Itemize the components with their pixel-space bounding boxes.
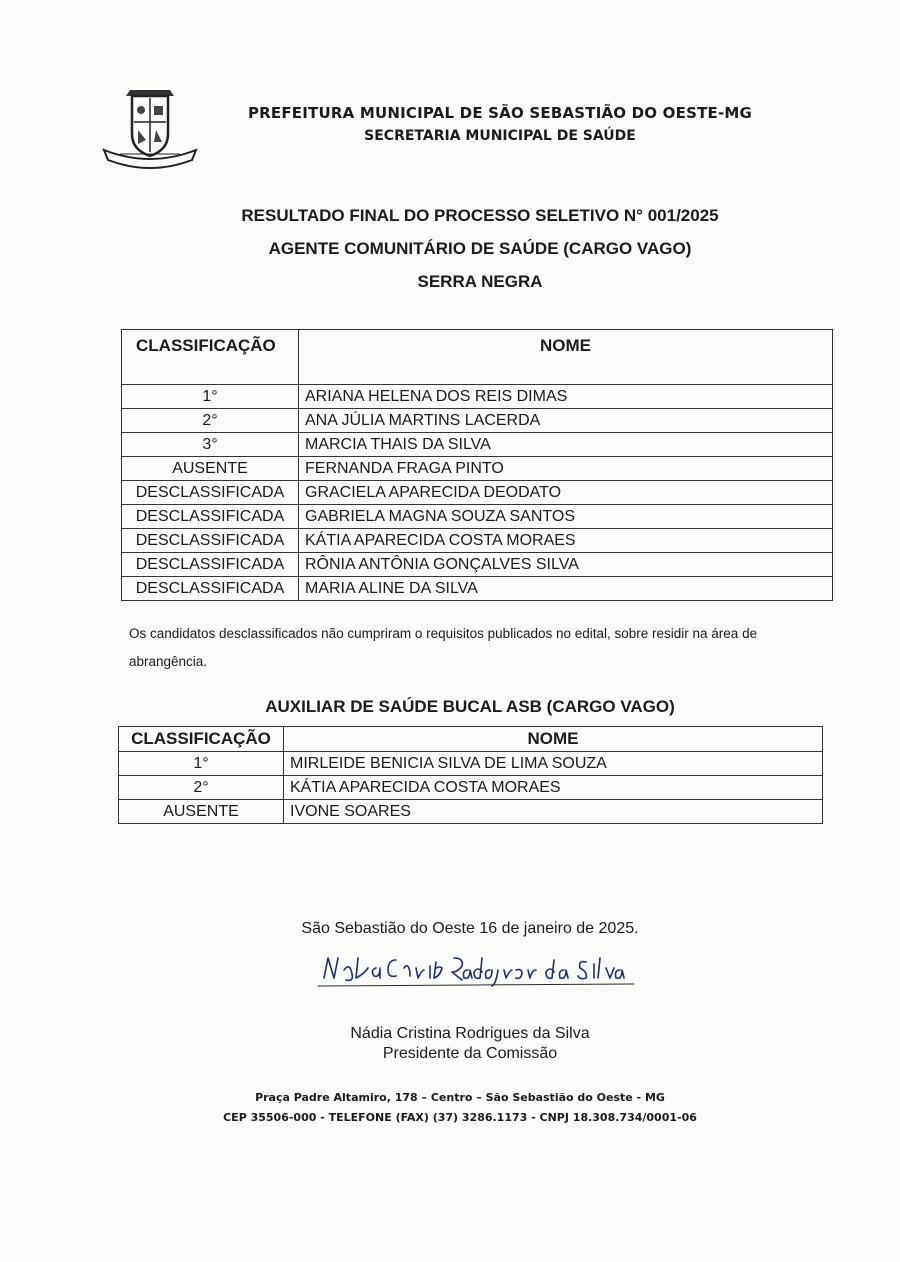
- classificacao-cell: DESCLASSIFICADA: [122, 553, 299, 577]
- handwritten-signature: [318, 948, 638, 996]
- nome-cell: KÁTIA APARECIDA COSTA MORAES: [284, 776, 823, 800]
- classificacao-cell: 1°: [122, 385, 299, 409]
- nome-cell: KÁTIA APARECIDA COSTA MORAES: [299, 529, 833, 553]
- table-row: [122, 529, 833, 553]
- disqualification-note: Os candidatos desclassificados não cumpriram o requisitos publicados no edital, sobre residir na área de abrangência.: [129, 626, 758, 669]
- table-row: [119, 800, 823, 824]
- column-header-nome: NOME: [299, 330, 833, 385]
- nome-cell: RÔNIA ANTÔNIA GONÇALVES SILVA: [299, 553, 833, 577]
- signer-name: Nádia Cristina Rodrigues da Silva: [350, 1025, 590, 1042]
- footer-contact: CEP 35506-000 - TELEFONE (FAX) (37) 3286.1173 - CNPJ 18.308.734/0001-06: [223, 1111, 697, 1124]
- classificacao-cell: 2°: [119, 776, 284, 800]
- result-title: RESULTADO FINAL DO PROCESSO SELETIVO N° 001/2025: [241, 206, 719, 225]
- asb-section-title: AUXILIAR DE SAÚDE BUCAL ASB (CARGO VAGO): [265, 697, 675, 716]
- table-row: [119, 752, 823, 776]
- nome-cell: ARIANA HELENA DOS REIS DIMAS: [299, 385, 833, 409]
- table-row: [122, 457, 833, 481]
- classificacao-cell: DESCLASSIFICADA: [122, 529, 299, 553]
- results-table-asb: [118, 726, 823, 824]
- signer-block: [250, 1024, 690, 1064]
- document-date: São Sebastião do Oeste 16 de janeiro de 2025.: [301, 920, 639, 937]
- table-row: [122, 385, 833, 409]
- classificacao-cell: 1°: [119, 752, 284, 776]
- signer-role: Presidente da Comissão: [382, 1045, 558, 1062]
- footer-address: Praça Padre Altamiro, 178 – Centro – São Sebastião do Oeste - MG: [255, 1091, 665, 1104]
- table-row: [122, 433, 833, 457]
- prefeitura-name: PREFEITURA MUNICIPAL DE SÃO SEBASTIÃO DO OESTE-MG: [247, 104, 753, 122]
- document-footer: [150, 1088, 770, 1128]
- results-table-acs: [121, 329, 833, 601]
- location-title: SERRA NEGRA: [417, 272, 543, 291]
- classificacao-cell: 3°: [122, 433, 299, 457]
- nome-cell: IVONE SOARES: [284, 800, 823, 824]
- classificacao-cell: AUSENTE: [122, 457, 299, 481]
- classificacao-cell: DESCLASSIFICADA: [122, 481, 299, 505]
- table-row: [122, 505, 833, 529]
- classificacao-cell: AUSENTE: [119, 800, 284, 824]
- position-title: AGENTE COMUNITÁRIO DE SAÚDE (CARGO VAGO): [268, 239, 692, 258]
- secretaria-name: SECRETARIA MUNICIPAL DE SAÚDE: [364, 128, 636, 144]
- column-header-classificacao: CLASSIFICAÇÃO: [122, 330, 299, 385]
- nome-cell: MIRLEIDE BENICIA SILVA DE LIMA SOUZA: [284, 752, 823, 776]
- column-header-classificacao: CLASSIFICAÇÃO: [119, 727, 284, 752]
- table-header-row: [119, 727, 823, 752]
- table-row: [122, 409, 833, 433]
- nome-cell: MARIA ALINE DA SILVA: [299, 577, 833, 601]
- table-row: [122, 553, 833, 577]
- classificacao-cell: 2°: [122, 409, 299, 433]
- nome-cell: GRACIELA APARECIDA DEODATO: [299, 481, 833, 505]
- table-row: [122, 577, 833, 601]
- table-row: [122, 481, 833, 505]
- nome-cell: MARCIA THAIS DA SILVA: [299, 433, 833, 457]
- nome-cell: ANA JÚLIA MARTINS LACERDA: [299, 409, 833, 433]
- column-header-nome: NOME: [284, 727, 823, 752]
- classificacao-cell: DESCLASSIFICADA: [122, 577, 299, 601]
- document-header: [240, 104, 760, 144]
- classificacao-cell: DESCLASSIFICADA: [122, 505, 299, 529]
- municipal-coat-of-arms-icon: [100, 84, 200, 170]
- nome-cell: GABRIELA MAGNA SOUZA SANTOS: [299, 505, 833, 529]
- nome-cell: FERNANDA FRAGA PINTO: [299, 457, 833, 481]
- table-header-row: [122, 330, 833, 385]
- document-title-block: [180, 206, 780, 305]
- table-row: [119, 776, 823, 800]
